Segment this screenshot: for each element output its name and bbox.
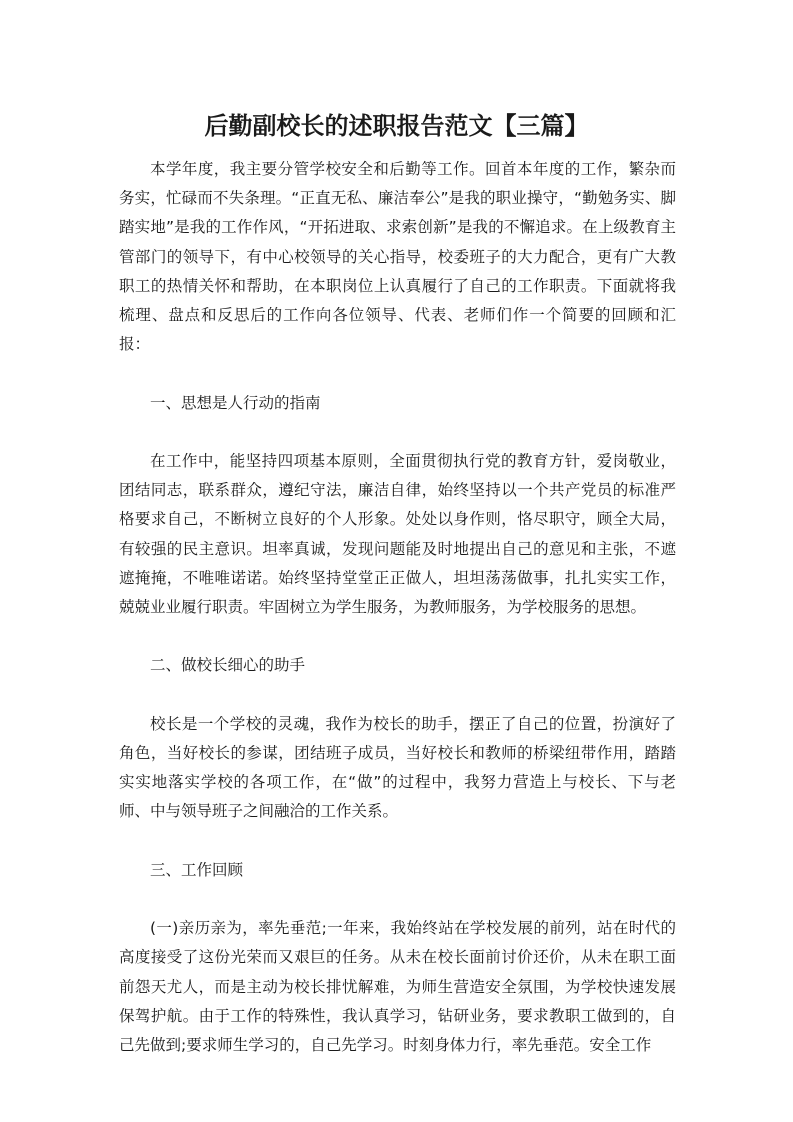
intro-paragraph: 本学年度，我主要分管学校安全和后勤等工作。回首本年度的工作，繁杂而务实，忙碌而不失条理。“正直无私、廉洁奉公”是我的职业操守，“勤勉务实、脚踏实地”是我的工作作风，“开拓进取、求索创新”是我的不懈追求。在上级教育主管部门的领导下，有中心校领导的关心指导，校委班子的大力配合，更有广大教职工的热情关怀和帮助，在本职岗位上认真履行了自己的工作职责。下面就将我梳理、盘点和反思后的工作向各位领导、代表、老师们作一个简要的回顾和汇报：: [119, 160, 676, 354]
section-1-paragraph: 在工作中，能坚持四项基本原则，全面贯彻执行党的教育方针，爱岗敬业，团结同志，联系群众，遵纪守法，廉洁自律，始终坚持以一个共产党员的标准严格要求自己，不断树立良好的个人形象。处处以身作则，恪尽职守，顾全大局，有较强的民主意识。坦率真诚，发现问题能及时地提出自己的意见和主张，不遮遮掩掩，不唯唯诺诺。始终坚持堂堂正正做人，坦坦荡荡做事，扎扎实实工作，兢兢业业履行职责。牢固树立为学生服务，为教师服务，为学校服务的思想。: [119, 452, 676, 617]
paragraph-gap: [119, 681, 676, 710]
section-heading-3: 三、工作回顾: [150, 860, 244, 879]
document-body: [119, 155, 676, 1060]
paragraph-gap: [119, 885, 676, 914]
paragraph-gap: [119, 359, 676, 388]
page-title: 后勤副校长的述职报告范文【三篇】: [204, 112, 589, 140]
section-2-paragraph: 校长是一个学校的灵魂，我作为校长的助手，摆正了自己的位置，扮演好了角色，当好校长的参谋，团结班子成员，当好校长和教师的桥梁纽带作用，踏踏实实地落实学校的各项工作，在“做”的过程中，我努力营造上与校长、下与老师、中与领导班子之间融洽的工作关系。: [119, 714, 676, 821]
paragraph-gap: [119, 622, 676, 651]
paragraph-gap: [119, 827, 676, 856]
section-3-paragraph: (一)亲历亲为，率先垂范;一年来，我始终站在学校发展的前列，站在时代的高度接受了这份光荣而又艰巨的任务。从未在校长面前讨价还价，从未在职工面前怨天尤人，而是主动为校长排忧解难，为师生营造安全氛围，为学校快速发展保驾护航。由于工作的特殊性，我认真学习，钻研业务，要求教职工做到的，自己先做到;要求师生学习的，自己先学习。时刻身体力行，率先垂范。安全工作: [119, 919, 676, 1054]
section-heading-1: 一、思想是人行动的指南: [150, 393, 321, 412]
section-heading-2: 二、做校长细心的助手: [150, 656, 306, 675]
paragraph-gap: [119, 418, 676, 447]
